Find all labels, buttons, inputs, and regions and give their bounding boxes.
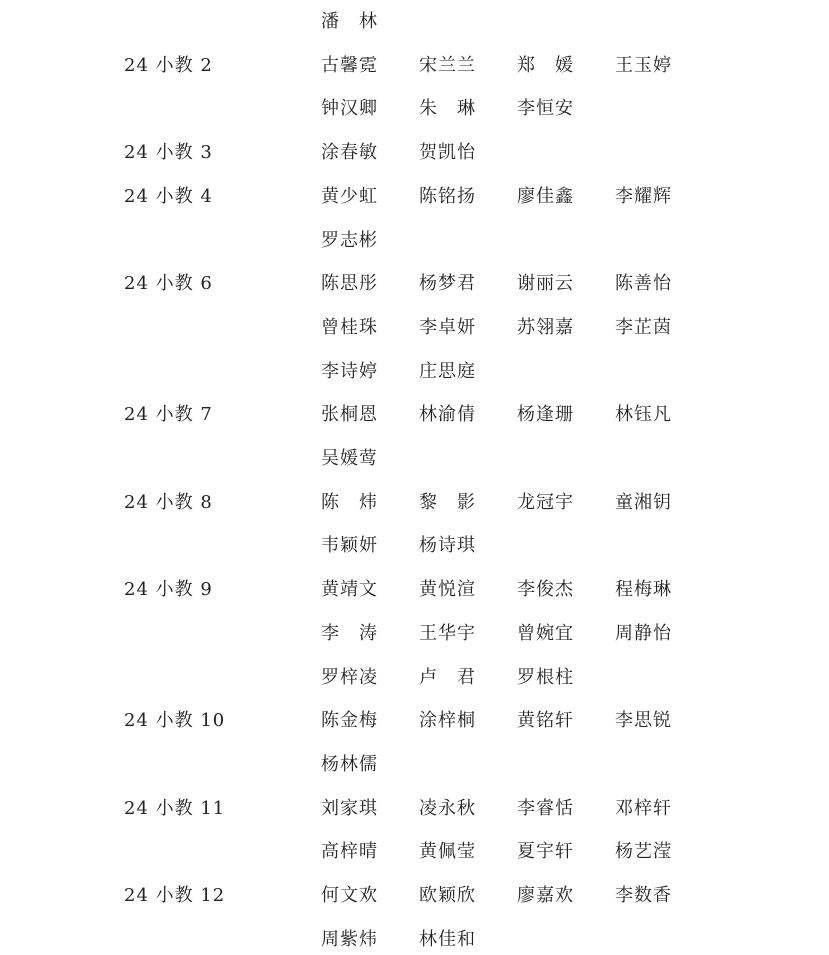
- student-name: 廖嘉欢: [517, 885, 574, 906]
- student-name: 黄靖文: [321, 579, 378, 601]
- student-name: 涂梓桐: [419, 710, 476, 732]
- roster-row: [0, 182, 829, 212]
- student-name: 林佳和: [419, 928, 476, 950]
- student-name: 林渝倩: [419, 404, 476, 426]
- student-name: 曾婉宜: [517, 622, 574, 644]
- student-name: 谢丽云: [517, 273, 574, 295]
- class-label: 24 小教 4: [124, 185, 213, 207]
- student-name: 罗梓凌: [321, 666, 378, 688]
- student-name: 卢 君: [419, 666, 476, 688]
- roster-row: [0, 531, 829, 561]
- student-name: 曾桂珠: [321, 316, 378, 338]
- class-label: 24 小教 8: [124, 491, 213, 513]
- student-name: 陈思彤: [321, 273, 378, 295]
- student-name: 潘 林: [321, 11, 378, 32]
- student-name: 吴媛莺: [321, 448, 378, 469]
- student-name: 杨梦君: [419, 273, 476, 295]
- class-label: 24 小教 7: [124, 404, 213, 426]
- student-name: 朱 琳: [419, 98, 476, 120]
- student-name: 廖佳鑫: [517, 185, 574, 207]
- roster-row: [0, 138, 829, 168]
- student-name: 李恒安: [517, 98, 574, 120]
- student-name: 郑 媛: [517, 54, 574, 76]
- roster-row: [0, 357, 829, 387]
- roster-row: [0, 444, 829, 474]
- student-name: 罗根柱: [517, 666, 574, 688]
- student-name: 黄铭轩: [517, 710, 574, 732]
- student-name: 周静怡: [615, 622, 672, 644]
- student-name: 李诗婷: [321, 360, 378, 382]
- student-name: 李芷茵: [615, 316, 672, 338]
- student-name: 古馨霓: [321, 54, 378, 76]
- roster-row: [0, 837, 829, 867]
- roster-row: [0, 575, 829, 605]
- student-name: 黎 影: [419, 491, 476, 513]
- roster-row: [0, 51, 829, 81]
- roster-row: [0, 400, 829, 430]
- student-name: 王玉婷: [615, 54, 672, 76]
- student-name: 李俊杰: [517, 579, 574, 601]
- class-label: 24 小教 9: [124, 579, 213, 601]
- roster-row: [0, 706, 829, 736]
- student-name: 庄思庭: [419, 360, 476, 382]
- student-name: 钟汉卿: [321, 98, 378, 120]
- student-name: 高梓晴: [321, 841, 378, 863]
- student-name: 贺凯怡: [419, 142, 476, 164]
- student-name: 何文欢: [321, 885, 378, 906]
- roster-row: [0, 619, 829, 649]
- roster-row: [0, 269, 829, 299]
- student-name: 刘家琪: [321, 797, 378, 819]
- student-name: 黄佩莹: [419, 841, 476, 863]
- roster-row: [0, 226, 829, 256]
- class-label: 24 小教 3: [124, 142, 213, 164]
- student-name: 陈 炜: [321, 491, 378, 513]
- student-name: 邓梓轩: [615, 797, 672, 819]
- student-name: 杨艺滢: [615, 841, 672, 863]
- student-name: 张桐恩: [321, 404, 378, 426]
- student-name: 陈金梅: [321, 710, 378, 732]
- student-name: 杨逢珊: [517, 404, 574, 426]
- roster-row: [0, 94, 829, 124]
- roster-row: [0, 925, 829, 955]
- class-label: 24 小教 6: [124, 273, 213, 295]
- student-name: 童湘钥: [615, 491, 672, 513]
- student-name: 涂春敏: [321, 142, 378, 164]
- roster-row: [0, 750, 829, 780]
- roster-row: [0, 488, 829, 518]
- student-name: 陈铭扬: [419, 185, 476, 207]
- student-name: 陈善怡: [615, 273, 672, 295]
- student-name: 李睿恬: [517, 797, 574, 819]
- student-name: 夏宇轩: [517, 841, 574, 863]
- student-name: 杨林儒: [321, 753, 378, 775]
- roster-row: [0, 794, 829, 824]
- class-label: 24 小教 10: [124, 710, 226, 732]
- class-label: 24 小教 12: [124, 885, 226, 906]
- roster-row: [0, 7, 829, 37]
- student-name: 凌永秋: [419, 797, 476, 819]
- student-name: 杨诗琪: [419, 535, 476, 557]
- student-name: 李思锐: [615, 710, 672, 732]
- student-name: 黄少虹: [321, 185, 378, 207]
- student-name: 程梅琳: [615, 579, 672, 601]
- student-name: 宋兰兰: [419, 54, 476, 76]
- student-name: 罗志彬: [321, 229, 378, 251]
- student-name: 王华宇: [419, 622, 476, 644]
- student-name: 李数香: [615, 885, 672, 906]
- student-name: 苏翎嘉: [517, 316, 574, 338]
- student-name: 韦颖妍: [321, 535, 378, 557]
- roster-row: [0, 313, 829, 343]
- roster-row: [0, 881, 829, 911]
- student-name: 李耀辉: [615, 185, 672, 207]
- student-name: 李 涛: [321, 622, 378, 644]
- class-label: 24 小教 2: [124, 54, 213, 76]
- student-name: 林钰凡: [615, 404, 672, 426]
- student-name: 龙冠宇: [517, 491, 574, 513]
- student-name: 欧颖欣: [419, 885, 476, 906]
- roster-row: [0, 663, 829, 693]
- student-name: 周紫炜: [321, 928, 378, 950]
- class-label: 24 小教 11: [124, 797, 226, 819]
- student-name: 黄悦渲: [419, 579, 476, 601]
- student-name: 李卓妍: [419, 316, 476, 338]
